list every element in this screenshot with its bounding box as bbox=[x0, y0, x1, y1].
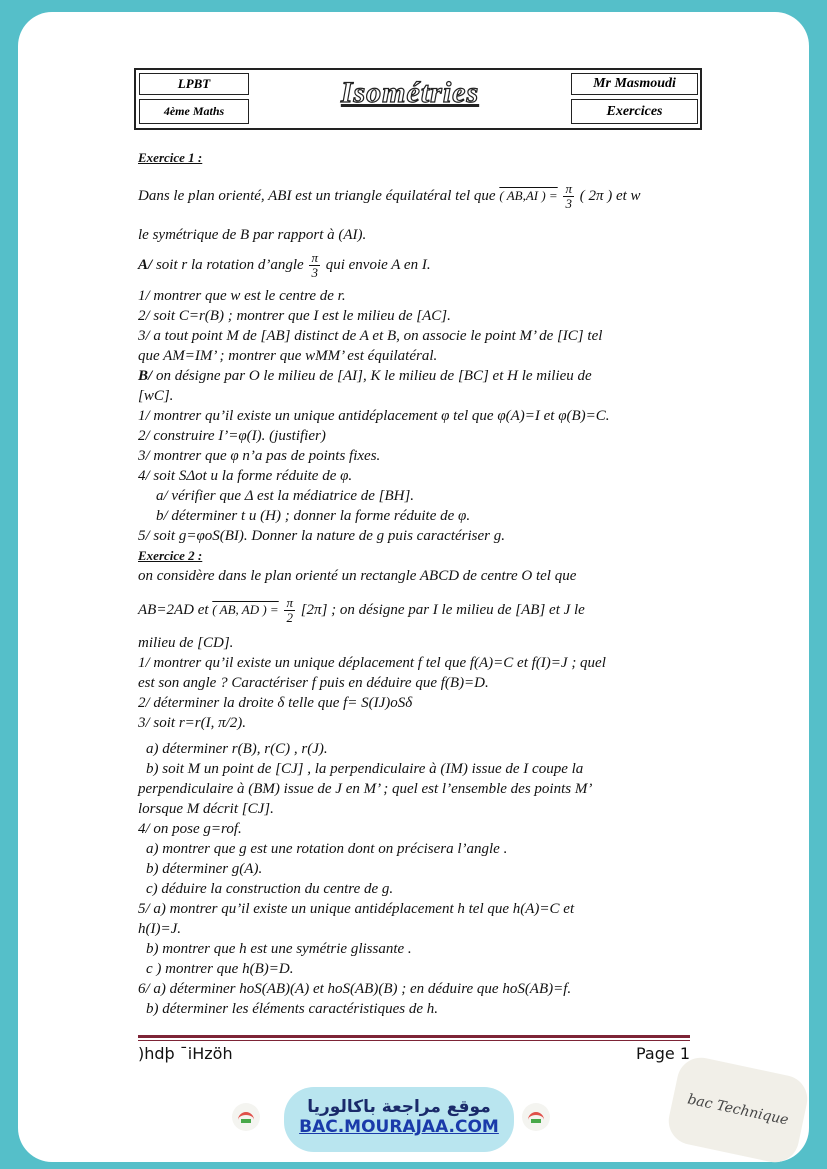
question: 5/ soit g=φoS(BI). Donner la nature de g puis caractériser g. bbox=[138, 528, 505, 544]
banner-url-link[interactable]: BAC.MOURAJAA.COM bbox=[299, 1117, 499, 1137]
ex2-line: milieu de [CD]. bbox=[138, 635, 234, 651]
question: b) déterminer g(A). bbox=[146, 861, 263, 877]
numerator: π bbox=[311, 250, 318, 265]
header-table bbox=[134, 68, 702, 130]
footer-rule bbox=[138, 1035, 690, 1038]
part-label: B/ bbox=[138, 368, 153, 384]
question: b) soit M un point de [CJ] , la perpendiculaire à (IM) issue de I coupe la bbox=[146, 761, 584, 777]
ex1-part-a bbox=[138, 251, 698, 280]
bac-technique-badge: bac Technique bbox=[664, 1053, 811, 1167]
vector-angle: ( AB,AI ) = bbox=[499, 187, 558, 203]
fraction bbox=[284, 596, 295, 625]
question: h(I)=J. bbox=[138, 921, 182, 937]
ex1-line bbox=[138, 182, 698, 211]
question: a) montrer que g est une rotation dont on précisera l’angle . bbox=[146, 841, 508, 857]
author-cell: Mr Masmoudi bbox=[571, 73, 698, 95]
vector-angle: ( AB, AD ) = bbox=[212, 601, 279, 617]
fraction bbox=[563, 182, 574, 211]
denominator: 3 bbox=[565, 196, 572, 211]
question: 1/ montrer qu’il existe un unique antidéplacement φ tel que φ(A)=I et φ(B)=C. bbox=[138, 408, 610, 424]
question: a) déterminer r(B), r(C) , r(J). bbox=[146, 741, 328, 757]
fraction bbox=[309, 251, 320, 280]
page-number: Page 1 bbox=[636, 1044, 690, 1063]
ex1-line: le symétrique de B par rapport à (AI). bbox=[138, 227, 367, 243]
numerator: π bbox=[565, 181, 572, 196]
book-logo-icon bbox=[232, 1103, 260, 1131]
text: AB=2AD et bbox=[138, 601, 209, 618]
question: 3/ soit r=r(I, π/2). bbox=[138, 715, 247, 731]
exercise-content bbox=[138, 148, 698, 1019]
question: b/ déterminer t u (H) ; donner la forme réduite de φ. bbox=[156, 508, 471, 524]
kind-cell: Exercices bbox=[571, 99, 698, 124]
question: 2/ soit C=r(B) ; montrer que I est le milieu de [AC]. bbox=[138, 308, 451, 324]
numerator: π bbox=[286, 595, 293, 610]
text: Dans le plan orienté, ABI est un triangle équilatéral tel que bbox=[138, 187, 496, 204]
question: 5/ a) montrer qu’il existe un unique antidéplacement h tel que h(A)=C et bbox=[138, 901, 575, 917]
exercise-1-heading: Exercice 1 : bbox=[138, 150, 203, 165]
site-banner[interactable] bbox=[284, 1087, 514, 1152]
question: 2/ déterminer la droite δ telle que f= S(IJ)oSδ bbox=[138, 695, 413, 711]
question: 1/ montrer qu’il existe un unique déplacement f tel que f(A)=C et f(I)=J ; quel bbox=[138, 655, 606, 671]
part-label: A/ bbox=[138, 256, 153, 273]
text: [2π] ; on désigne par I le milieu de [AB] et J le bbox=[300, 601, 585, 618]
question: b) déterminer les éléments caractéristiques de h. bbox=[146, 1001, 439, 1017]
title-cell bbox=[252, 73, 568, 125]
page-title: Isométries bbox=[340, 76, 480, 109]
banner-arabic: موقع مراجعة باكالوريا bbox=[307, 1097, 491, 1117]
question: c ) montrer que h(B)=D. bbox=[146, 961, 294, 977]
level-cell: 4ème Maths bbox=[139, 99, 249, 124]
question: 3/ montrer que φ n’a pas de points fixes. bbox=[138, 448, 381, 464]
question: [wC]. bbox=[138, 388, 174, 404]
text: ( 2π ) et w bbox=[579, 187, 641, 204]
question: 4/ on pose g=rof. bbox=[138, 821, 242, 837]
ex2-line: on considère dans le plan orienté un rectangle ABCD de centre O tel que bbox=[138, 568, 577, 584]
question: est son angle ? Caractériser f puis en déduire que f(B)=D. bbox=[138, 675, 489, 691]
question: 2/ construire I’=φ(I). (justifier) bbox=[138, 428, 326, 444]
question: lorsque M décrit [CJ]. bbox=[138, 801, 274, 817]
question: 1/ montrer que w est le centre de r. bbox=[138, 288, 346, 304]
school-cell: LPBT bbox=[139, 73, 249, 95]
denominator: 3 bbox=[311, 265, 318, 280]
exercise-2-heading: Exercice 2 : bbox=[138, 548, 203, 563]
question: que AM=IM’ ; montrer que wMM’ est équilatéral. bbox=[138, 348, 438, 364]
question: 6/ a) déterminer hoS(AB)(A) et hoS(AB)(B) ; en déduire que hoS(AB)=f. bbox=[138, 981, 572, 997]
question: 3/ a tout point M de [AB] distinct de A et B, on associe le point M’ de [IC] tel bbox=[138, 328, 603, 344]
question: 4/ soit SΔot u la forme réduite de φ. bbox=[138, 468, 353, 484]
question: a/ vérifier que Δ est la médiatrice de [BH]. bbox=[156, 488, 415, 504]
footer-text: )hdþ ¯iHzöh bbox=[138, 1044, 233, 1063]
question: c) déduire la construction du centre de g. bbox=[146, 881, 394, 897]
footer-rule-thin bbox=[138, 1040, 690, 1041]
book-logo-icon bbox=[522, 1103, 550, 1131]
question: perpendiculaire à (BM) issue de J en M’ ; quel est l’ensemble des points M’ bbox=[138, 781, 593, 797]
denominator: 2 bbox=[286, 610, 293, 625]
text: qui envoie A en I. bbox=[325, 256, 431, 273]
ex2-line bbox=[138, 596, 698, 625]
question: b) montrer que h est une symétrie glissante . bbox=[146, 941, 412, 957]
text: soit r la rotation d’angle bbox=[155, 256, 304, 273]
text: on désigne par O le milieu de [AI], K le milieu de [BC] et H le milieu de bbox=[155, 368, 592, 384]
ex1-part-b bbox=[138, 366, 698, 386]
